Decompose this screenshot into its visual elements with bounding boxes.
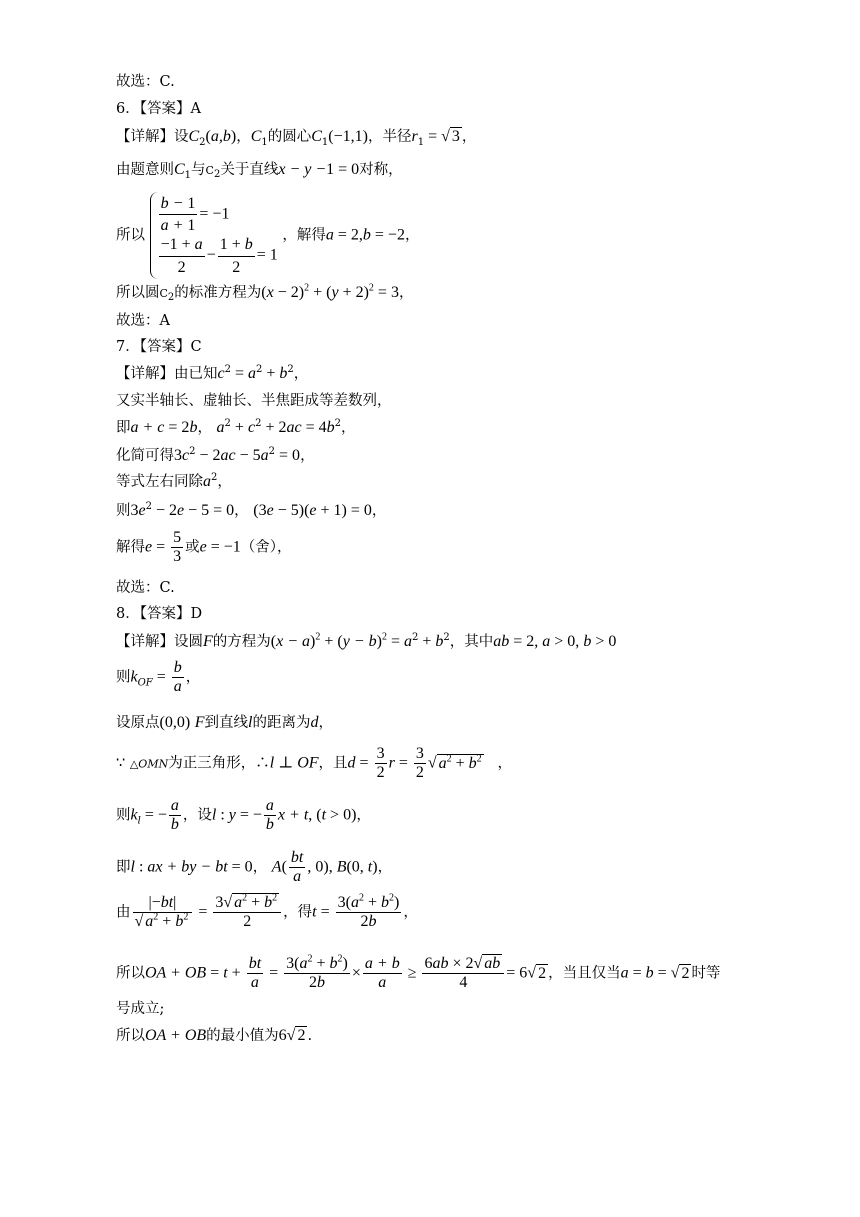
text-line: 又实半轴长、虚轴长、半焦距成等差数列， (116, 393, 392, 409)
text-line: 即a + c = 2b， $a^2 + c^2 + 2ac = 4b^2$， (116, 418, 356, 436)
text-line: 则$k_{OF}$ = $\frac{b}{a}$ ， (116, 659, 201, 695)
text-line: 解得e = $\frac{5}{3}$ 或e = −1（舍）， (116, 529, 292, 565)
text-line: 所以圆$C_2$的标准方程为$(x - 2)^2 + (y + 2)^2 = 3$， (116, 282, 414, 304)
text-line: 则$3e^2 - 2e - 5 = 0$， (3e − 5)(e + 1) = 0， (116, 501, 387, 519)
answer-heading-6: 6．【答案】A (116, 101, 201, 117)
text-line: 所以OA + OB = t + $\frac{bt}{a}$ = $\frac{3(a^2 + b^2)}{2b}$ × $\frac{a + b}{a}$ ≥ $\frac{6ab \times 2√ ab}{4}$ = 6√ 2 ，当且仅当a = b = √ 2 时等 (116, 953, 721, 991)
text-line: 所以 $\frac{b - 1}{a + 1}$ = −1 $\frac{-1 + a}{2}$ − $\frac{1 + b}{2}$ = 1 ，解得a = 2,b = −2， (116, 192, 419, 279)
text-line: 故选：A (116, 313, 170, 329)
text-line: 则$k_l$ = − $\frac{a}{b}$ ，设l : y = − $\frac{a}{b}$ x + t, (t > 0)， (116, 797, 371, 833)
text-line: 化简可得$3c^2 - 2ac - 5a^2 = 0$， (116, 446, 315, 464)
answer-heading-7: 7．【答案】C (116, 339, 202, 355)
text-line: 【详解】由已知$c^2 = a^2 + b^2$， (116, 364, 309, 382)
text-line: 故选：C. (116, 580, 175, 596)
text-line: 由 $\frac{|-bt|}{√ a^2 + b^2}$ = $\frac{3√ a^2 + b^2}{2}$ ，得t = $\frac{3(a^2 + b^2)}{2b}$ ， (116, 892, 418, 930)
text-line: 【详解】设圆F的方程为$(x - a)^2 + (y - b)^2 = a^2 + b^2$，其中ab = 2, a > 0, b > 0 (116, 631, 617, 650)
text-line: 设原点(0,0) F到直线l的距离为d， (116, 714, 333, 731)
text-line: 所以OA + OB的最小值为6√ 2 . (116, 1027, 313, 1044)
text-line: 等式左右同除$a^2$， (116, 472, 232, 490)
text-line: 故选：C. (116, 74, 175, 90)
text-line: 由题意则$C_1$与$C_2$关于直线x − y −1 = 0对称， (116, 161, 403, 181)
equation-system: $\frac{b - 1}{a + 1}$ = −1 $\frac{-1 + a}{2}$ − $\frac{1 + b}{2}$ = 1 (150, 192, 278, 279)
text-line: ∵ △OMN为正三角形，∴l ⊥ OF，且d = $\frac{3}{2}$ r = $\frac{3}{2}$ √ $a^2 + b^2$ ， (116, 745, 512, 781)
text-line: 即l : ax + by − bt = 0， A( $\frac{bt}{a}$ , 0), B(0, t)， (116, 849, 393, 885)
answer-heading-8: 8．【答案】D (116, 606, 203, 622)
text-line: 【详解】设$C_2(a,b)$，$C_1$的圆心$C_1(-1,1)$，半径$r_1$ = √ 3 ， (116, 128, 477, 148)
text-line: 号成立; (116, 1001, 165, 1017)
